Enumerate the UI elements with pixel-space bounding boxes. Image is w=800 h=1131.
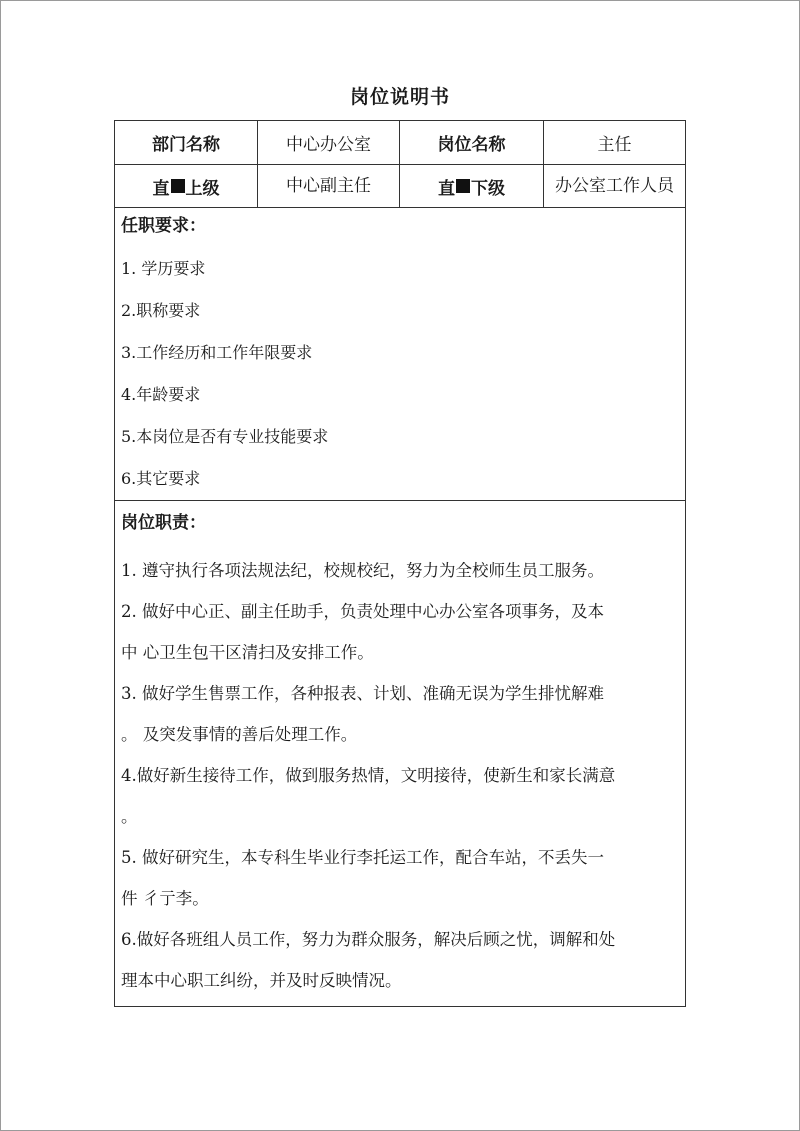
subordinate-label-start: 直	[438, 178, 455, 199]
duty-line: 6.做好各班组人员工作，努力为群众服务，解决后顾之忧，调解和处	[121, 930, 616, 949]
duty-item	[121, 673, 679, 755]
duty-line: 3. 做好学生售票工作，各种报表、计划、准确无误为学生排忧解难	[121, 684, 604, 703]
document-title: 岗位说明书	[349, 86, 450, 108]
duty-item	[121, 591, 679, 673]
duty-item	[121, 550, 679, 591]
requirement-item: 2.职称要求	[121, 301, 201, 320]
job-description-form	[114, 120, 686, 1007]
duty-line: 件 彳亍李。	[121, 889, 209, 908]
requirement-item: 6.其它要求	[121, 469, 201, 488]
subordinate-label-end: 下级	[471, 178, 505, 199]
department-label: 部门名称	[115, 121, 258, 164]
position-label: 岗位名称	[400, 121, 544, 164]
header-row-1	[115, 121, 685, 165]
duty-line: 。 及突发事情的善后处理工作。	[121, 725, 358, 744]
duty-item	[121, 837, 679, 919]
duty-line: 中 心卫生包干区清扫及安排工作。	[121, 643, 374, 662]
position-value: 主任	[597, 135, 632, 155]
duty-line: 理本中心职工纠纷，并及时反映情况。	[121, 971, 402, 990]
requirement-item: 5.本岗位是否有专业技能要求	[121, 427, 329, 446]
duty-item	[121, 755, 679, 837]
redaction-square-icon	[171, 179, 185, 193]
requirement-item: 4.年龄要求	[121, 385, 201, 404]
header-row-2	[115, 165, 685, 208]
duties-section	[115, 501, 685, 1006]
duty-item	[121, 919, 679, 1001]
redaction-square-icon	[456, 179, 470, 193]
requirement-item: 3.工作经历和工作年限要求	[121, 343, 313, 362]
duty-line: 1. 遵守执行各项法规法纪，校规校纪，努力为全校师生员工服务。	[121, 561, 604, 580]
requirements-section	[115, 208, 685, 501]
direct-supervisor-label	[115, 165, 258, 207]
duty-line: 4.做好新生接待工作，做到服务热情，文明接待，使新生和家长满意	[121, 766, 616, 785]
direct-subordinate-label	[400, 165, 544, 207]
duty-line: 。	[121, 807, 138, 826]
requirements-heading: 任职要求：	[121, 216, 206, 236]
requirement-item: 1. 学历要求	[121, 259, 206, 278]
direct-subordinate-value: 办公室工作人员	[555, 176, 674, 196]
duty-line: 2. 做好中心正、副主任助手，负责处理中心办公室各项事务，及本	[121, 602, 604, 621]
direct-supervisor-value: 中心副主任	[258, 165, 400, 207]
supervisor-label-start: 直	[152, 178, 170, 199]
duties-heading: 岗位职责：	[121, 513, 206, 533]
supervisor-label-end: 上级	[185, 178, 220, 199]
duty-line: 5. 做好研究生，本专科生毕业行李托运工作，配合车站，不丢失一	[121, 848, 604, 867]
department-value: 中心办公室	[258, 121, 400, 164]
